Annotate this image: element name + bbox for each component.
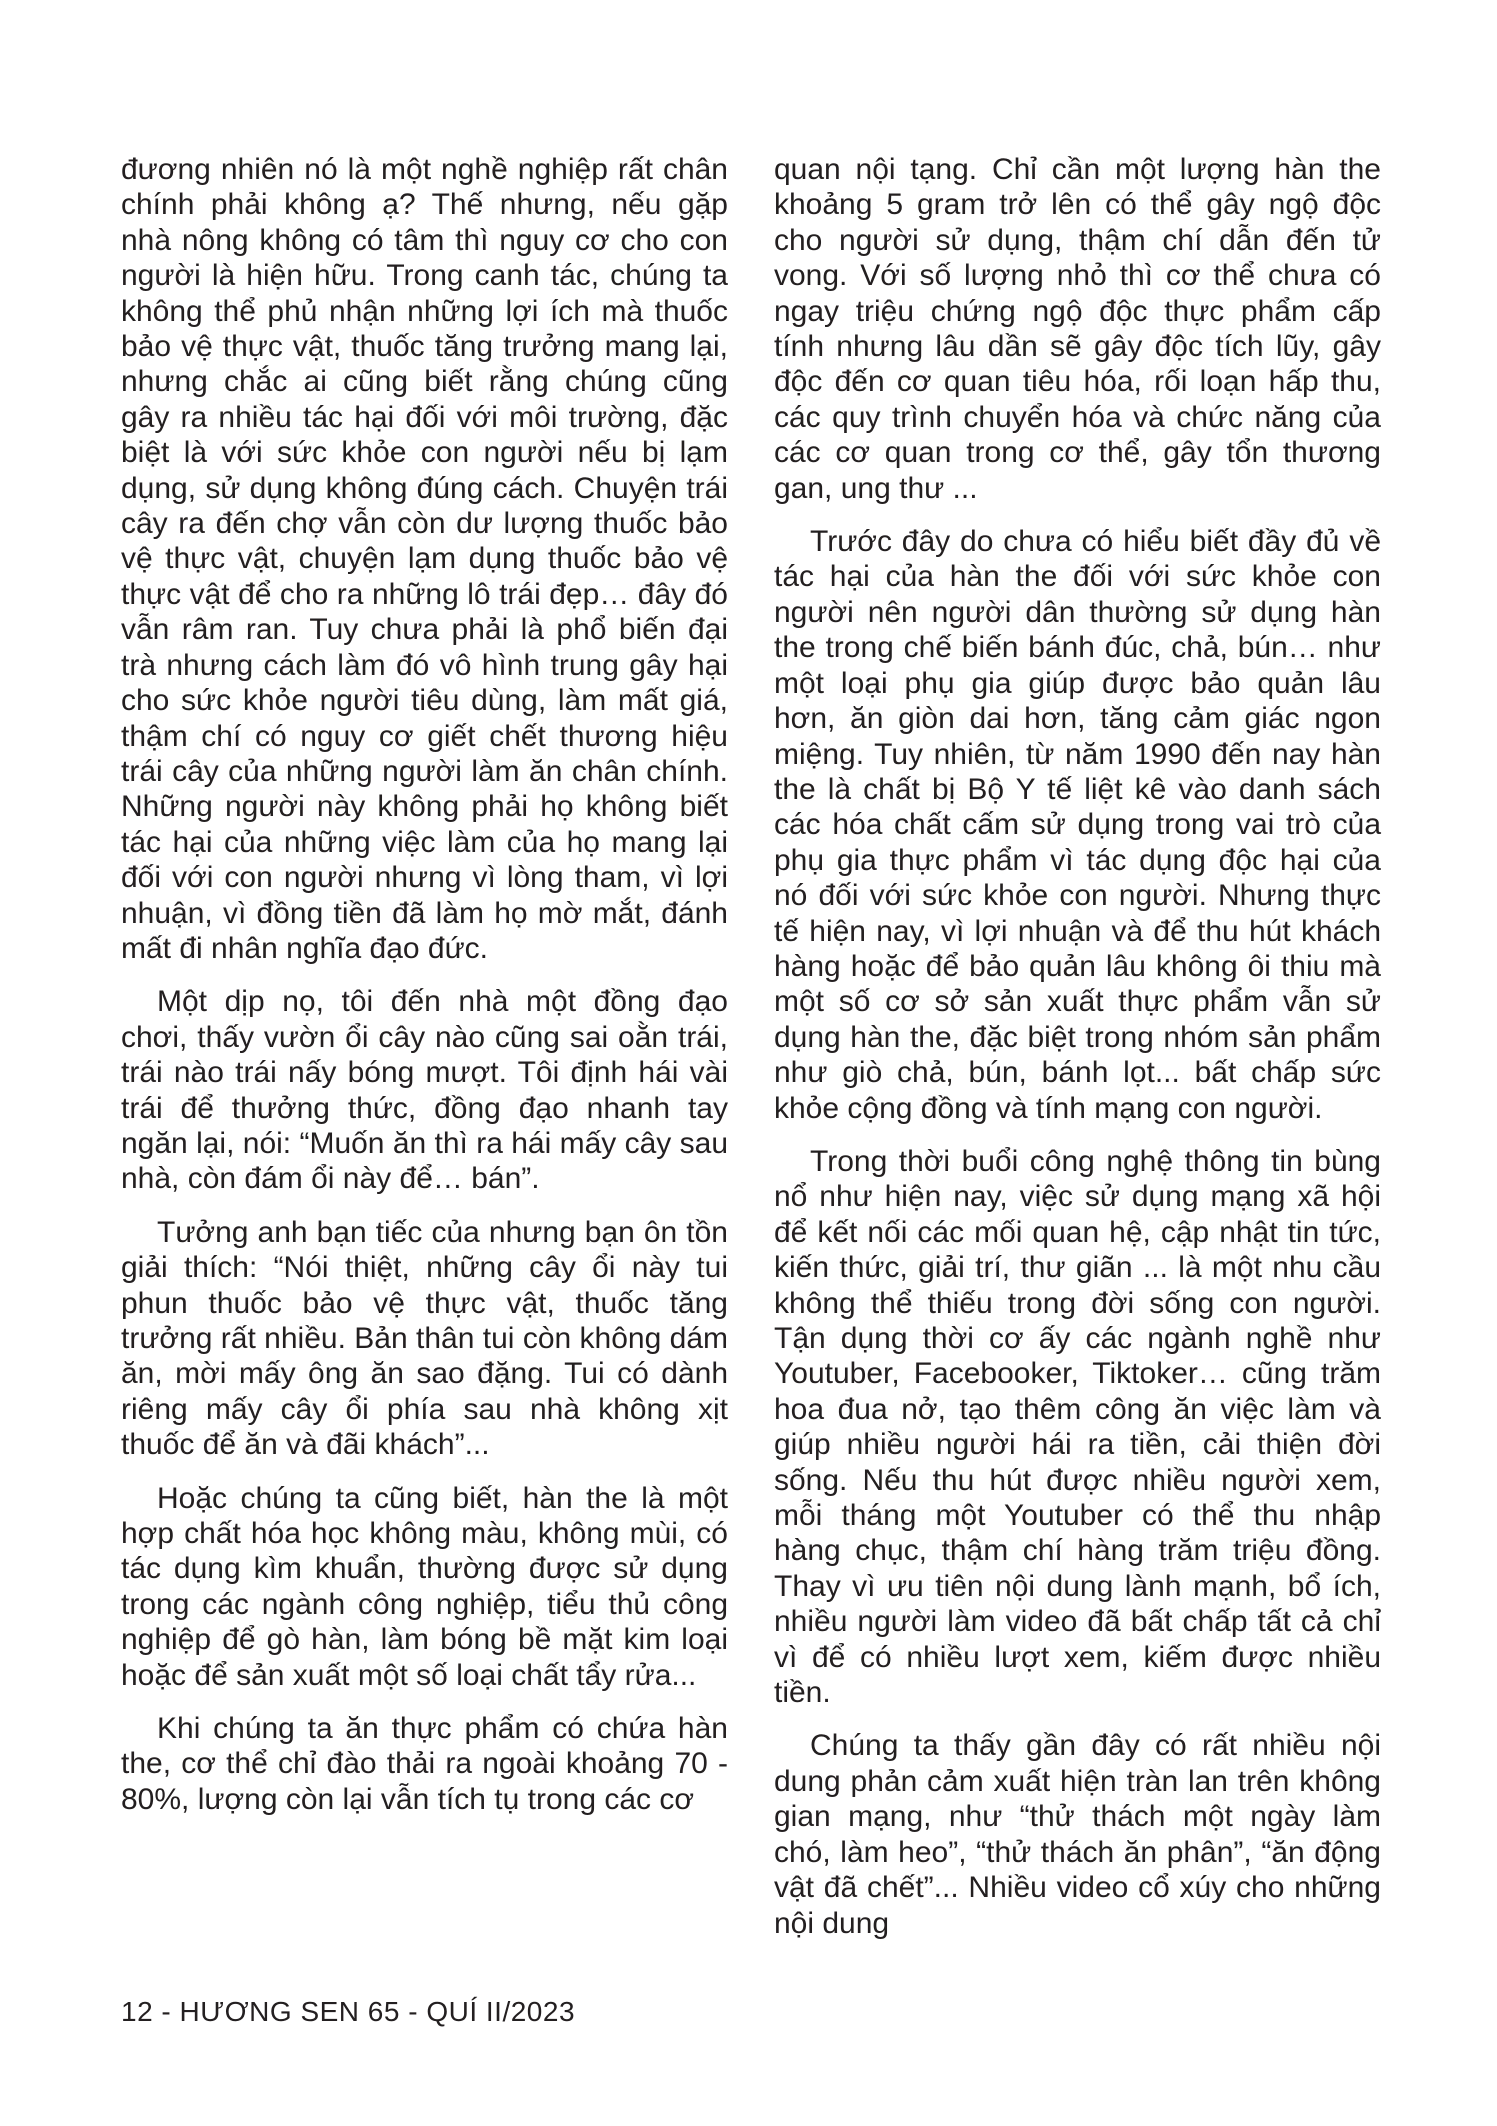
paragraph: đương nhiên nó là một nghề nghiệp rất chân chính phải không ạ? Thế nhưng, nếu gặp nhà nông không có tâm thì nguy cơ cho con người là hiện hữu. Trong canh tác, chúng ta không thể phủ nhận những lợi ích mà thuốc bảo vệ thực vật, thuốc tăng trưởng mang lại, nhưng chắc ai cũng biết rằng chúng cũng gây ra nhiều tác hại đối với môi trường, đặc biệt là với sức khỏe con người nếu bị lạm dụng, sử dụng không đúng cách. Chuyện trái cây ra đến chợ vẫn còn dư lượng thuốc bảo vệ thực vật, chuyện lạm dụng thuốc bảo vệ thực vật để cho ra những lô trái đẹp… đây đó vẫn râm ran. Tuy chưa phải là phổ biến đại trà nhưng cách làm đó vô hình trung gây hại cho sức khỏe người tiêu dùng, làm mất giá, thậm chí có nguy cơ giết chết thương hiệu trái cây của những người làm ăn chân chính. Những người này không phải họ không biết tác hại của những việc làm của họ mang lại đối với con người nhưng vì lòng tham, vì lợi nhuận, vì đồng tiền đã làm họ mờ mắt, đánh mất đi nhân nghĩa đạo đức. (121, 153, 728, 965)
left-text-column (121, 152, 728, 1835)
paragraph: Hoặc chúng ta cũng biết, hàn the là một hợp chất hóa học không màu, không mùi, có tác dụng kìm khuẩn, thường được sử dụng trong các ngành công nghiệp, tiểu thủ công nghiệp để gò hàn, làm bóng bề mặt kim loại hoặc để sản xuất một số loại chất tẩy rửa... (121, 1481, 728, 1692)
paragraph: quan nội tạng. Chỉ cần một lượng hàn the khoảng 5 gram trở lên có thể gây ngộ độc cho người sử dụng, thậm chí dẫn đến tử vong. Với số lượng nhỏ thì cơ thể chưa có ngay triệu chứng ngộ độc thực phẩm cấp tính nhưng lâu dần sẽ gây độc tích lũy, gây độc đến cơ quan tiêu hóa, rối loạn hấp thu, các quy trình chuyển hóa và chức năng của các cơ quan trong cơ thể, gây tổn thương gan, ung thư ... (774, 153, 1381, 505)
paragraph: Trước đây do chưa có hiểu biết đầy đủ về tác hại của hàn the đối với sức khỏe con người nên người dân thường sử dụng hàn the trong chế biến bánh đúc, chả, bún… như một loại phụ gia giúp được bảo quản lâu hơn, ăn giòn dai hơn, tăng cảm giác ngon miệng. Tuy nhiên, từ năm 1990 đến nay hàn the là chất bị Bộ Y tế liệt kê vào danh sách các hóa chất cấm sử dụng trong vai trò của phụ gia thực phẩm vì tác dụng độc hại của nó đối với sức khỏe con người. Nhưng thực tế hiện nay, vì lợi nhuận và để thu hút khách hàng hoặc để bảo quản lâu không ôi thiu mà một số cơ sở sản xuất thực phẩm vẫn sử dụng hàn the, đặc biệt trong nhóm sản phẩm như giò chả, bún, bánh lọt... bất chấp sức khỏe cộng đồng và tính mạng con người. (774, 525, 1381, 1125)
right-text-column (774, 152, 1381, 1959)
page-footer: 12 - HƯƠNG SEN 65 - QUÍ II/2023 (121, 1996, 576, 2027)
paragraph: Một dịp nọ, tôi đến nhà một đồng đạo chơi, thấy vườn ổi cây nào cũng sai oằn trái, trái nào trái nấy bóng mượt. Tôi định hái vài trái để thưởng thức, đồng đạo nhanh tay ngăn lại, nói: “Muốn ăn thì ra hái mấy cây sau nhà, còn đám ổi này để… bán”. (121, 985, 729, 1196)
paragraph: Khi chúng ta ăn thực phẩm có chứa hàn the, cơ thể chỉ đào thải ra ngoài khoảng 70 - 80%, lượng còn lại vẫn tích tụ trong các cơ (121, 1712, 728, 1816)
paragraph: Chúng ta thấy gần đây có rất nhiều nội dung phản cảm xuất hiện tràn lan trên không gian mạng, như “thử thách một ngày làm chó, làm heo”, “thử thách ăn phân”, “ăn động vật đã chết”... Nhiều video cổ xúy cho những nội dung (774, 1729, 1381, 1940)
paragraph: Trong thời buổi công nghệ thông tin bùng nổ như hiện nay, việc sử dụng mạng xã hội để kết nối các mối quan hệ, cập nhật tin tức, kiến thức, giải trí, thư giãn ... là một nhu cầu không thể thiếu trong đời sống con người. Tận dụng thời cơ ấy các ngành nghề như Youtuber, Facebooker, Tiktoker… cũng trăm hoa đua nở, tạo thêm công ăn việc làm và giúp nhiều người hái ra tiền, cải thiện đời sống. Nếu thu hút được nhiều người xem, mỗi tháng một Youtuber có thể thu nhập hàng chục, thậm chí hàng trăm triệu đồng. Thay vì ưu tiên nội dung lành mạnh, bổ ích, nhiều người làm video đã bất chấp tất cả chỉ vì để có nhiều lượt xem, kiếm được nhiều tiền. (774, 1144, 1381, 1710)
paragraph: Tưởng anh bạn tiếc của nhưng bạn ôn tồn giải thích: “Nói thiệt, những cây ổi này tui phun thuốc bảo vệ thực vật, thuốc tăng trưởng rất nhiều. Bản thân tui còn không dám ăn, mời mấy ông ăn sao đặng. Tui có dành riêng mấy cây ổi phía sau nhà không xịt thuốc để ăn và đãi khách”... (121, 1215, 728, 1462)
